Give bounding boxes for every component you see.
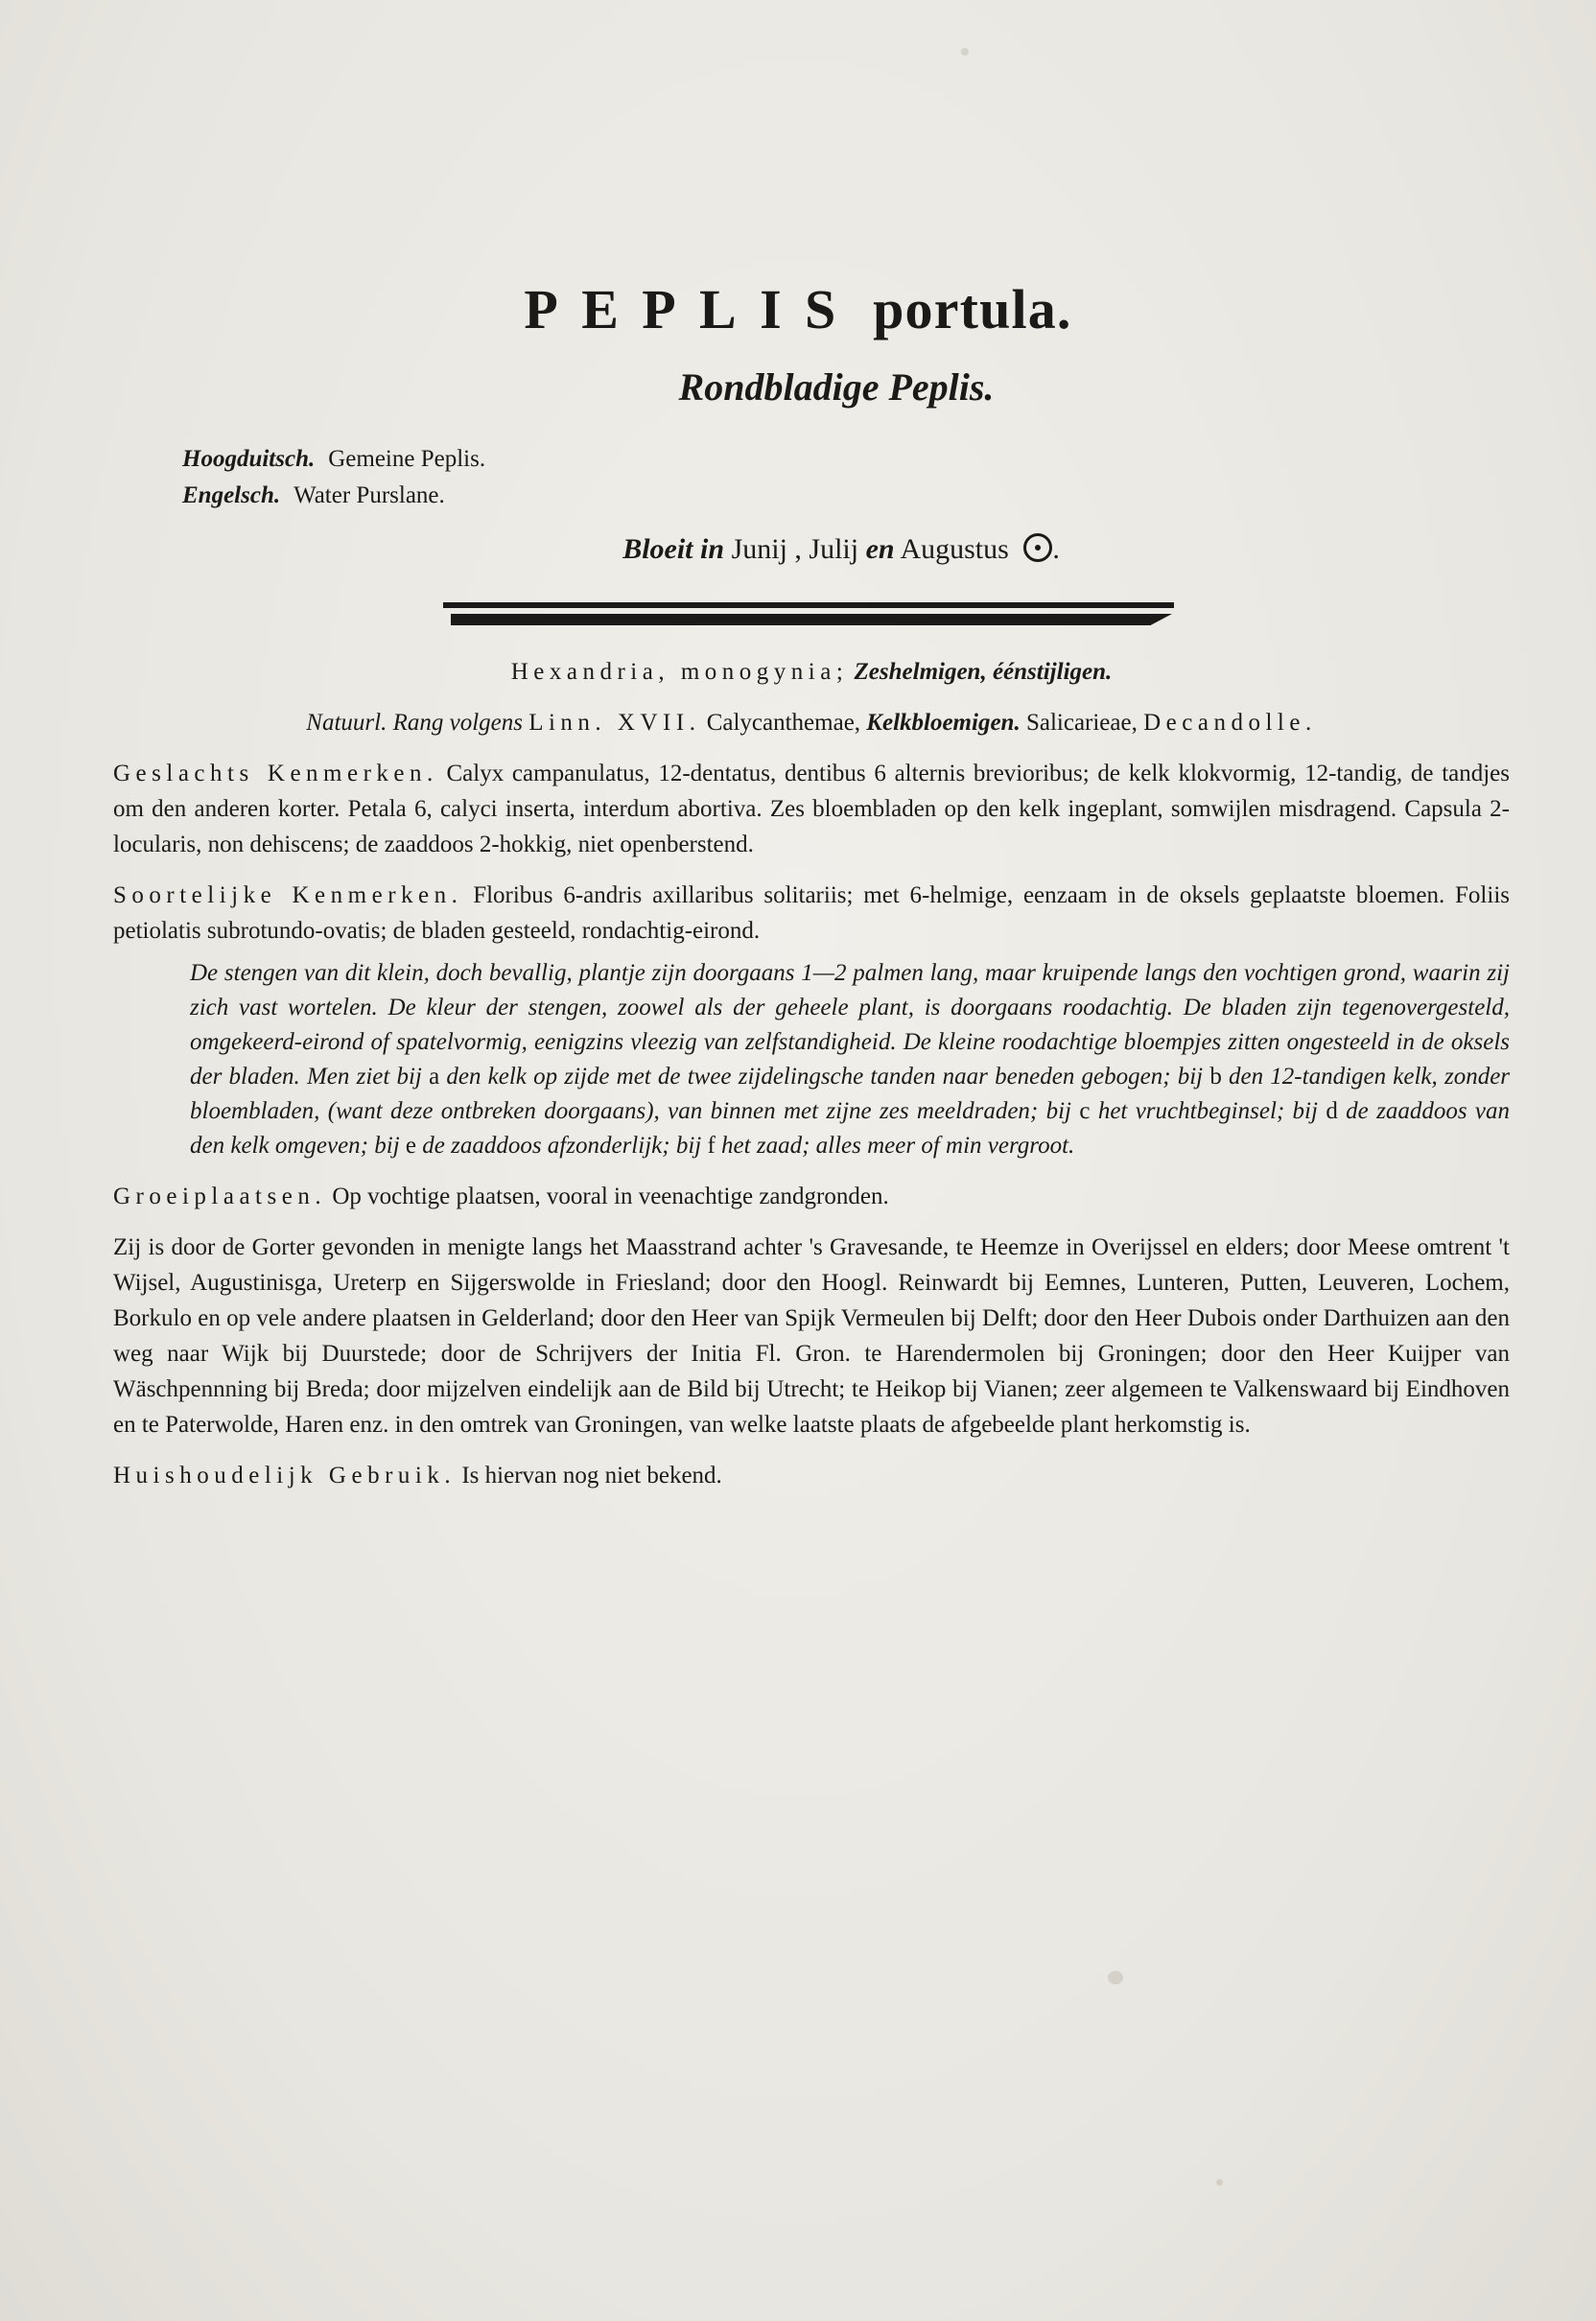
section-text: Calyx campanulatus, 12-dentatus, dentibus 6 alternis brevioribus; de kelk klokvormig, 12-tandig, de tandjes om den anderen korter. Petala 6, calyci inserta, interdum abortiva. Zes bloembladen op den kelk ingeplant, somwijlen misdragend. Capsula 2-locularis, non dehiscens; de zaaddoos 2-hokkig, niet openberstend. xyxy=(113,761,1511,857)
description-text: den kelk op zijde met de twee zijdelingsche tanden naar beneden gebogen; bij xyxy=(446,1064,1204,1090)
flowering-months: Junij , Julij xyxy=(731,533,859,565)
page-title xyxy=(0,276,1596,343)
section-text: Floribus 6-andris axillaribus solitariis; met 6-helmige, eenzaam in de oksels geplaatste bloemen. Foliis petiolatis subrotundo-ovatis; de bladen gesteeld, rondachtig-eirond. xyxy=(113,882,1511,944)
figure-letter: c xyxy=(1079,1098,1091,1124)
family-name: Salicarieae, xyxy=(1025,710,1138,736)
figure-letter: e xyxy=(405,1133,416,1159)
common-names xyxy=(182,441,485,514)
figure-letter: f xyxy=(707,1133,716,1159)
paper-stain xyxy=(1108,1971,1123,1984)
description-text: de zaaddoos van den kelk omgeven; bij xyxy=(190,1098,1511,1159)
description-text: de zaaddoos afzonderlijk; bij xyxy=(422,1133,702,1159)
natural-rank-line xyxy=(113,705,1510,740)
common-name: Gemeine Peplis. xyxy=(328,446,486,472)
figure-letter: b xyxy=(1209,1064,1222,1090)
figure-letter: a xyxy=(429,1064,440,1090)
dutch-name: Rondbladige Peplis. xyxy=(678,365,995,409)
linnaeus-order: Linn. XVII. xyxy=(528,710,701,736)
species-characters xyxy=(113,878,1510,949)
section-text: Is hiervan nog niet bekend. xyxy=(461,1463,722,1489)
flowering-en: en xyxy=(865,533,895,565)
language-label: Hoogduitsch. xyxy=(182,446,316,472)
figure-letter: d xyxy=(1326,1098,1338,1124)
section-heading: Huishoudelijk Gebruik. xyxy=(113,1463,457,1489)
paper-stain xyxy=(961,48,969,56)
common-name-row xyxy=(182,478,485,514)
description-text: het vruchtbeginsel; bij xyxy=(1097,1098,1318,1124)
habitat xyxy=(113,1179,1510,1214)
section-heading: Soortelijke Kenmerken. xyxy=(113,882,463,908)
flowering-period: . xyxy=(1052,533,1060,565)
localities: Zij is door de Gorter gevonden in menigte langs het Maasstrand achter 's Gravesande, te Heemze in Overijssel en elders; door Meese omtrent 't Wijsel, Augustinisga, Ureterp en Sijgerswolde in Friesland; door den Hoogl. Reinwardt bij Eemnes, Lunteren, Putten, Leuveren, Lochem, Borkulo en op vele andere plaatsen in Gelderland; door den Heer van Spijk Vermeulen bij Delft; door den Heer Dubois onder Darthuizen aan den weg naar Wijk bij Duurstede; door de Schrijvers der Initia Fl. Gron. te Harendermolen bij Groningen; door den Heer Kuijper van Wäschpennning bij Breda; door mijzelven eindelijk aan de Bild bij Utrecht; te Heikop bij Vianen; zeer algemeen te Valkenswaard bij Eindhoven en te Paterwolde, Haren enz. in den omtrek van Groningen, van welke laatste plaats de afgebeelde plant herkomstig is. xyxy=(113,1234,1510,1438)
paper-stain xyxy=(1216,2179,1223,2186)
section-heading: Groeiplaatsen. xyxy=(113,1184,327,1209)
annual-symbol-icon xyxy=(1023,533,1052,562)
family-author: Decandolle. xyxy=(1143,710,1317,736)
section-text: Op vochtige plaatsen, vooral in veenachtige zandgronden. xyxy=(332,1184,889,1209)
decorative-rule xyxy=(443,602,1174,641)
flowering-label: Bloeit xyxy=(622,533,693,565)
order-latin: Calycanthemae, xyxy=(706,710,861,736)
genus-name: PEPLIS xyxy=(524,278,859,340)
flowering-in: in xyxy=(700,533,725,565)
description-text: den 12-tandigen kelk, zonder bloembladen, (want deze ontbreken doorgaans), van binnen met zijne zes meeldraden; bij xyxy=(190,1064,1511,1124)
household-use xyxy=(113,1458,1510,1493)
description-text: De stengen van dit klein, doch bevallig, plantje zijn doorgaans 1—2 palmen lang, maar kruipende langs den vochtigen grond, waarin zij zich vast wortelen. De kleur der stengen, zoowel als der geheele plant, is doorgaans roodachtig. De bladen zijn tegenovergesteld, omgekeerd-eirond of spatelvormig, eenigzins vleezig van zelfstandigheid. De kleine roodachtige bloempjes zitten ongesteeld in de oksels der bladen. Men ziet bij xyxy=(190,960,1510,1090)
common-name-row xyxy=(182,441,485,478)
plant-description xyxy=(190,956,1510,1163)
order-dutch: Kelkbloemigen. xyxy=(866,710,1021,736)
species-name: portula. xyxy=(873,278,1072,340)
common-name: Water Purslane. xyxy=(293,482,445,508)
language-label: Engelsch. xyxy=(182,482,281,508)
section-heading: Geslachts Kenmerken. xyxy=(113,761,438,786)
natural-rank-label: Natuurl. Rang volgens xyxy=(306,710,523,736)
classification-line xyxy=(113,654,1510,690)
flowering-month-last: Augustus xyxy=(900,533,1009,565)
flowering-line xyxy=(0,533,1596,566)
document-body xyxy=(113,654,1510,1493)
linnaean-class: Hexandria, monogynia; xyxy=(510,659,849,685)
genus-characters xyxy=(113,756,1510,862)
linnaean-class-nl: Zeshelmigen, éénstijligen. xyxy=(854,659,1113,685)
description-text: het zaad; alles meer of min vergroot. xyxy=(721,1133,1075,1159)
